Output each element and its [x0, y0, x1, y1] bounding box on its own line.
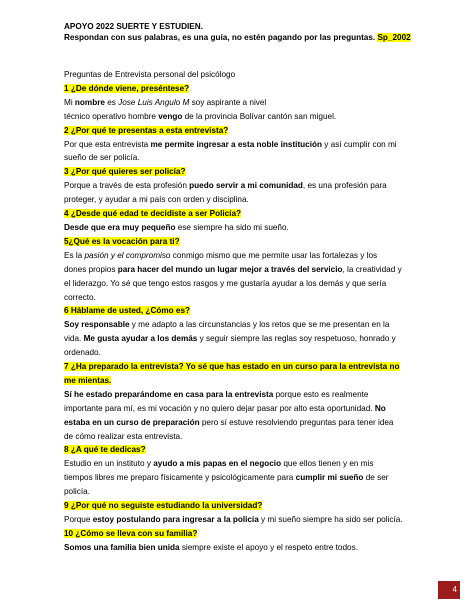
answer-1-line-2: técnico operativo hombre vengo de la provincia Bolívar cantón san miguel.	[64, 111, 337, 121]
question-2: 2 ¿Por qué te presentas a esta entrevista?	[64, 125, 229, 135]
answer-10-line-1: Somos una familia bien unida siempre existe el apoyo y el respeto entre todos.	[64, 542, 358, 552]
answer-3-line-1: Porque a través de esta profesión puedo servir a mi comunidad, es una profesión para	[64, 181, 387, 191]
question-5: 5¿Qué es la vocación para ti?	[64, 236, 180, 246]
question-7-line-1: 7 ¿Ha preparado la entrevista? Yo sé que has estado en un curso para la entrevista no	[64, 362, 400, 372]
header-line-2-text: Respondan con sus palabras, es una guía, no estén pagando por las preguntas.	[64, 33, 378, 42]
question-4: 4 ¿Desde qué edad te decidiste a ser Policía?	[64, 209, 242, 219]
answer-3-line-2: proteger, y ayudar a mi país con orden y disciplina.	[64, 195, 249, 205]
answer-5-line-1: Es la pasión y el compromiso conmigo mismo que me permite usar las fortalezas y los	[64, 250, 378, 260]
answer-9-line-1: Porque estoy postulando para ingresar a la policía y mi sueño siempre ha sido ser policía.	[64, 515, 403, 524]
document-header	[64, 21, 464, 43]
answer-7-line-1: Sí he estado preparándome en casa para la entrevista porque esto es realmente	[64, 389, 369, 399]
answer-7-line-2: importante para mí, es mi vocación y no quiero dejar pasar por alto esta oportunidad. No	[64, 403, 386, 413]
answer-8-line-1: Estudio en un instituto y ayudo a mis papas en el negocio que ellos tienen y en mis	[64, 459, 374, 469]
page-number-badge: 4	[438, 581, 460, 599]
answer-8-line-2: tiempos libres me preparo físicamente y psicológicamente para cumplir mi sueño de ser	[64, 473, 389, 483]
answer-6-line-1: Soy responsable y me adapto a las circunstancias y los retos que se me presentan en la	[64, 320, 390, 330]
header-line-1: APOYO 2022 SUERTE Y ESTUDIEN.	[64, 22, 203, 31]
question-3: 3 ¿Por qué quieres ser policía?	[64, 167, 186, 177]
doc-title: Preguntas de Entrevista personal del psicólogo	[64, 70, 236, 79]
question-9: 9 ¿Por qué no seguiste estudiando la universidad?	[64, 501, 263, 511]
answer-6-line-2: vida. Me gusta ayudar a los demás y seguir siempre las reglas soy respetuoso, honrado y	[64, 334, 396, 344]
header-tag: Sp_2002	[377, 33, 411, 42]
question-8: 8 ¿A qué te dedicas?	[64, 445, 146, 455]
answer-7-line-4: de cómo realizar esta entrevista.	[64, 431, 183, 441]
answer-4-line-1: Desde que era muy pequeño ese siempre ha sido mi sueño.	[64, 222, 289, 232]
answer-8-line-3: policía.	[64, 487, 90, 497]
answer-6-line-3: ordenado.	[64, 348, 101, 358]
answer-5-line-3: el liderazgo. Yo sé que tengo estos rasgos y me gustaría ayudar a los demás y que sería	[64, 278, 387, 288]
answer-7-line-3: estaba en un curso de preparación pero sí estuve resolviendo preguntas para tener idea	[64, 417, 394, 427]
answer-2-line-2: sueño de ser policía.	[64, 153, 140, 163]
answer-1-line-1: Mi nombre es Jose Luis Angulo M soy aspirante a nivel	[64, 97, 267, 107]
document-body	[64, 68, 414, 555]
question-10: 10 ¿Cómo se lleva con su familia?	[64, 528, 198, 538]
question-6: 6 Háblame de usted, ¿Cómo es?	[64, 306, 191, 316]
header-line-2	[64, 32, 464, 43]
answer-5-line-2: dones propios para hacer del mundo un lugar mejor a través del servicio, la creatividad y	[64, 264, 402, 274]
question-1: 1 ¿De dónde viene, preséntese?	[64, 83, 190, 93]
answer-2-line-1: Por que esta entrevista me permite ingresar a esta noble institución y así cumplir con mi	[64, 139, 397, 149]
answer-5-line-4: correcto.	[64, 292, 96, 302]
question-7-line-2: me mientas.	[64, 375, 112, 385]
